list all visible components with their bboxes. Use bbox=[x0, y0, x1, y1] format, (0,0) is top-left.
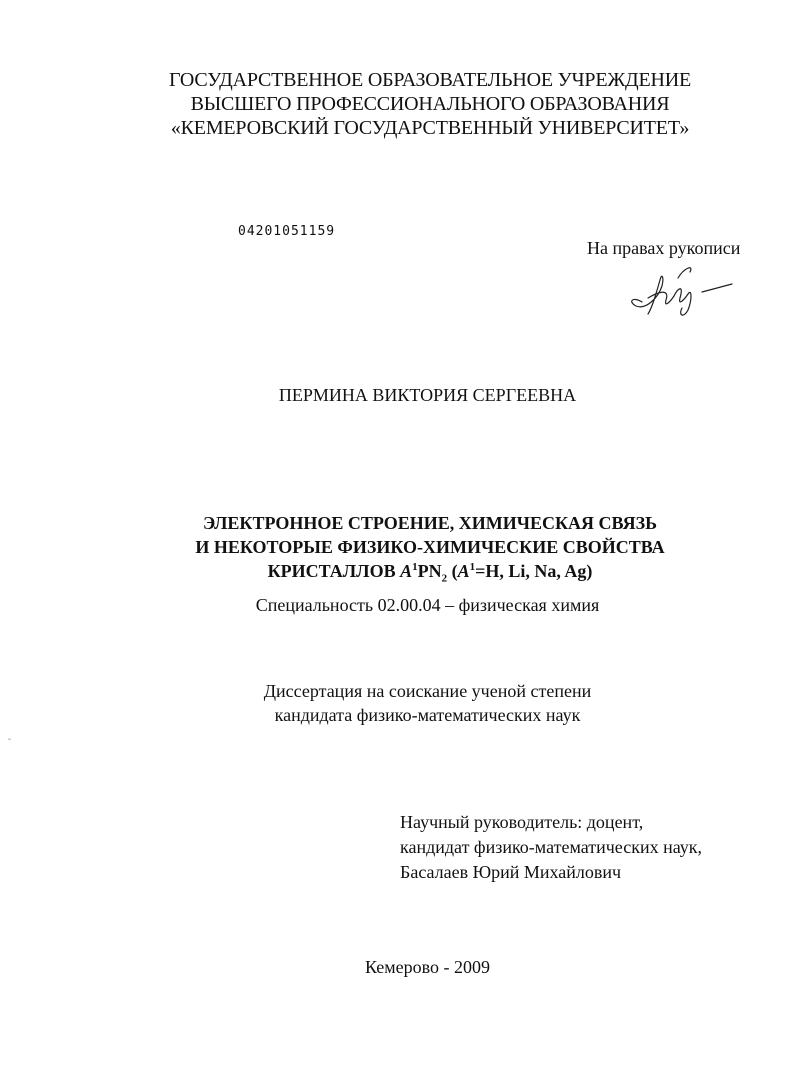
dissertation-line-1: Диссертация на соискание ученой степени bbox=[263, 681, 592, 701]
institution-header bbox=[0, 68, 793, 140]
city-year: Кемерово - 2009 bbox=[364, 957, 491, 977]
title-line-2: И НЕКОТОРЫЕ ФИЗИКО-ХИМИЧЕСКИЕ СВОЙСТВА bbox=[195, 537, 665, 557]
handwritten-signature bbox=[618, 258, 738, 324]
paren-formula-a-superscript: 1 bbox=[469, 561, 476, 573]
scan-speck: ˘ bbox=[8, 737, 11, 747]
rights-notice: На правах рукописи bbox=[587, 238, 741, 258]
thesis-title bbox=[0, 511, 793, 583]
formula-pn-subscript: 2 bbox=[441, 572, 448, 585]
paren-open: ( bbox=[447, 561, 458, 581]
supervisor-line-2: кандидат физико-математических наук, bbox=[400, 837, 703, 857]
formula-pn: PN bbox=[417, 561, 442, 581]
supervisor-line-1: Научный руководитель: доцент, bbox=[400, 812, 644, 832]
specialty: Специальность 02.00.04 – физическая химия bbox=[255, 595, 600, 615]
title-line-3-prefix: КРИСТАЛЛОВ bbox=[267, 561, 401, 581]
paren-rest: =H, Li, Na, Ag) bbox=[475, 561, 593, 581]
title-line-3 bbox=[0, 559, 793, 583]
formula-a: A bbox=[400, 561, 413, 581]
supervisor-line-3: Басалаев Юрий Михайлович bbox=[400, 862, 622, 882]
institution-line-1: ГОСУДАРСТВЕННОЕ ОБРАЗОВАТЕЛЬНОЕ УЧРЕЖДЕНИЕ bbox=[168, 69, 692, 91]
paren-formula-a: A bbox=[457, 561, 470, 581]
document-code: 04201051159 bbox=[238, 224, 336, 239]
title-line-1: ЭЛЕКТРОННОЕ СТРОЕНИЕ, ХИМИЧЕСКАЯ СВЯЗЬ bbox=[202, 513, 658, 533]
dissertation-line-2: кандидата физико-математических наук bbox=[274, 705, 581, 725]
dissertation-statement bbox=[0, 679, 793, 727]
author-name: ПЕРМИНА ВИКТОРИЯ СЕРГЕЕВНА bbox=[278, 385, 577, 405]
formula-a-superscript: 1 bbox=[412, 561, 418, 573]
institution-line-2: ВЫСШЕГО ПРОФЕССИОНАЛЬНОГО ОБРАЗОВАНИЯ bbox=[190, 93, 670, 115]
institution-line-3: «КЕМЕРОВСКИЙ ГОСУДАРСТВЕННЫЙ УНИВЕРСИТЕТ» bbox=[170, 117, 690, 139]
supervisor-block bbox=[400, 810, 702, 885]
